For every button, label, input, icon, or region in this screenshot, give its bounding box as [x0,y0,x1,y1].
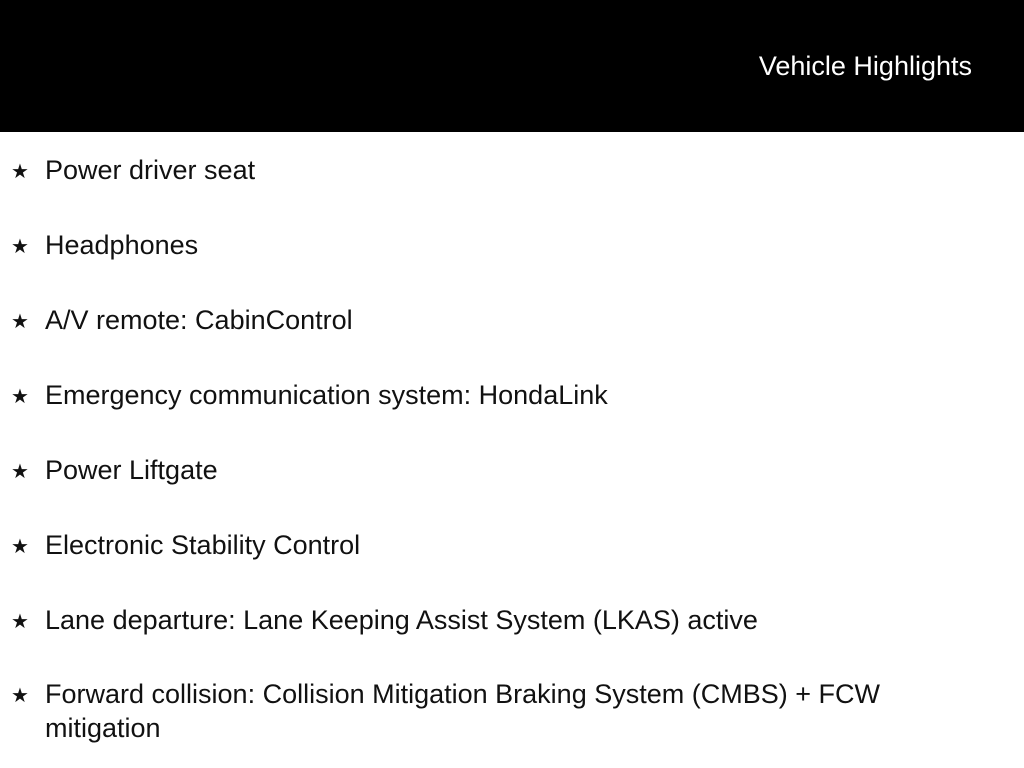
star-icon: ★ [11,309,29,333]
list-item-text: Lane departure: Lane Keeping Assist System (LKAS) active [45,605,758,635]
star-icon: ★ [11,234,29,258]
list-item-text: Headphones [45,230,199,260]
star-icon: ★ [11,159,29,183]
list-item-text: Power Liftgate [45,455,218,485]
list-item-text: A/V remote: CabinControl [45,305,353,335]
page-title: Vehicle Highlights [758,51,972,81]
star-icon: ★ [11,534,29,558]
list-item-text: Emergency communication system: HondaLink [45,380,608,410]
star-icon: ★ [11,683,29,707]
header-bar [0,0,1024,132]
star-icon: ★ [11,609,29,633]
list-item-text: Forward collision: Collision Mitigation Braking System (CMBS) + FCW mitigation [45,679,880,743]
list-item-text: Electronic Stability Control [45,530,361,560]
list-item-text: Power driver seat [45,155,256,185]
star-icon: ★ [11,384,29,408]
star-icon: ★ [11,459,29,483]
